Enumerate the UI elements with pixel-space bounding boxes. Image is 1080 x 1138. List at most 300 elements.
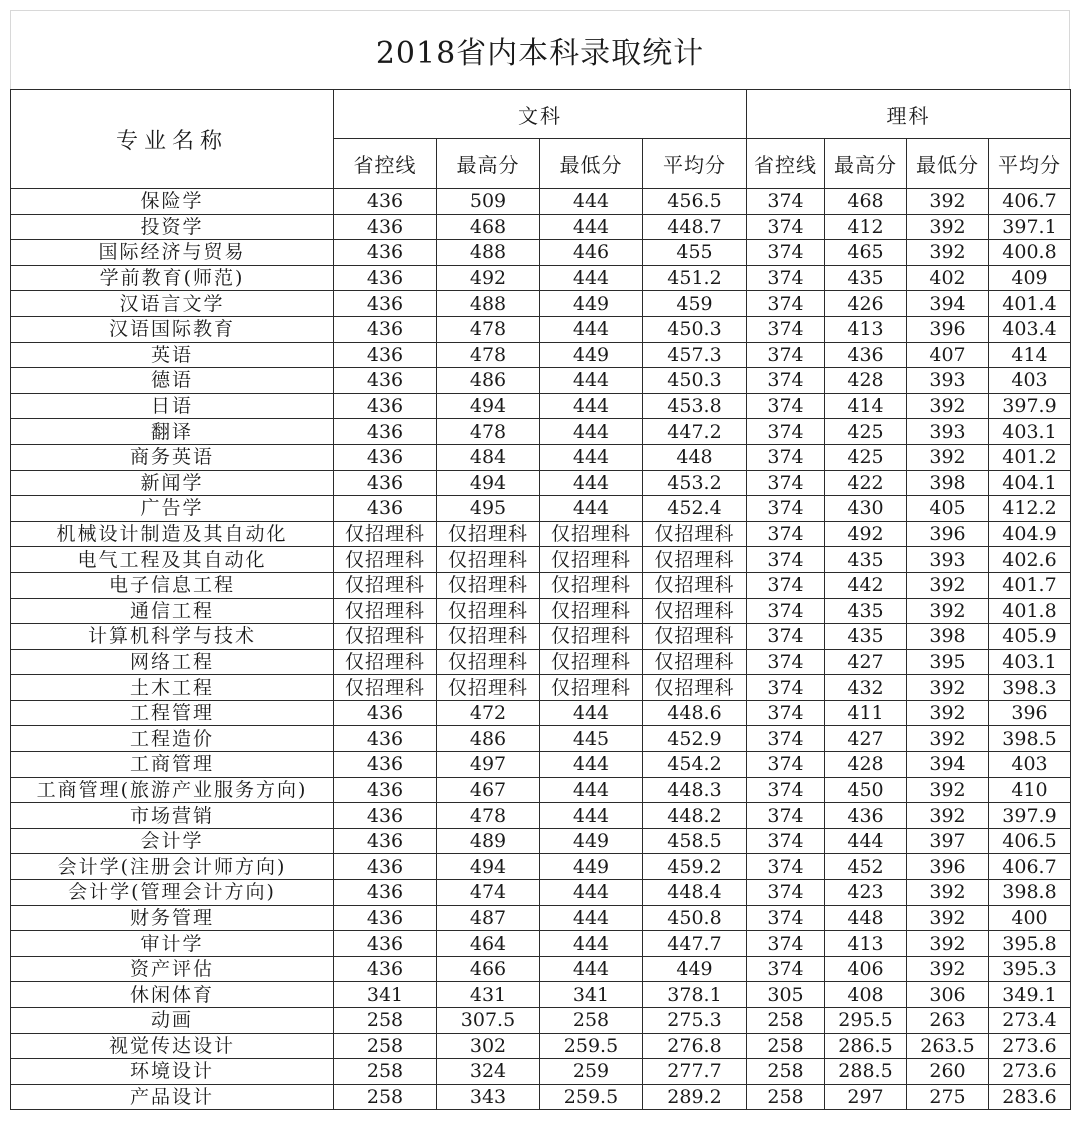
science-control-line-cell: 258	[747, 1033, 825, 1059]
science-min-score-cell: 392	[907, 240, 989, 266]
science-max-score-cell: 435	[825, 598, 907, 624]
table-row	[11, 624, 1071, 650]
arts-min-score-cell: 仅招理科	[540, 521, 643, 547]
arts-min-score-cell: 仅招理科	[540, 598, 643, 624]
major-name-cell: 工商管理(旅游产业服务方向)	[11, 777, 334, 803]
major-name-cell: 电子信息工程	[11, 572, 334, 598]
science-min-score-cell: 398	[907, 470, 989, 496]
arts-max-score-header: 最高分	[437, 139, 540, 189]
science-control-line-cell: 374	[747, 265, 825, 291]
arts-max-score-cell: 488	[437, 240, 540, 266]
science-max-score-cell: 412	[825, 214, 907, 240]
arts-avg-score-cell: 453.2	[643, 470, 747, 496]
arts-avg-score-cell: 450.3	[643, 368, 747, 394]
science-max-score-cell: 435	[825, 547, 907, 573]
table-row	[11, 1033, 1071, 1059]
science-min-score-cell: 392	[907, 598, 989, 624]
arts-avg-score-cell: 450.8	[643, 905, 747, 931]
table-row	[11, 265, 1071, 291]
arts-control-line-cell: 436	[334, 342, 437, 368]
arts-max-score-cell: 478	[437, 803, 540, 829]
arts-max-score-cell: 466	[437, 956, 540, 982]
arts-avg-score-cell: 447.7	[643, 931, 747, 957]
science-max-score-cell: 408	[825, 982, 907, 1008]
arts-avg-score-cell: 仅招理科	[643, 624, 747, 650]
arts-max-score-cell: 324	[437, 1059, 540, 1085]
science-min-score-cell: 394	[907, 291, 989, 317]
arts-min-score-cell: 259	[540, 1059, 643, 1085]
science-max-score-cell: 423	[825, 880, 907, 906]
table-row	[11, 598, 1071, 624]
science-control-line-cell: 258	[747, 1008, 825, 1034]
arts-max-score-cell: 468	[437, 214, 540, 240]
science-min-score-cell: 392	[907, 572, 989, 598]
arts-min-score-cell: 444	[540, 189, 643, 215]
science-avg-score-cell: 406.7	[989, 854, 1071, 880]
table-row	[11, 982, 1071, 1008]
major-name-cell: 财务管理	[11, 905, 334, 931]
science-control-line-cell: 374	[747, 905, 825, 931]
table-row	[11, 931, 1071, 957]
science-control-line-cell: 374	[747, 368, 825, 394]
major-name-cell: 审计学	[11, 931, 334, 957]
major-name-cell: 工程造价	[11, 726, 334, 752]
major-name-cell: 休闲体育	[11, 982, 334, 1008]
science-min-score-cell: 393	[907, 419, 989, 445]
arts-avg-score-cell: 289.2	[643, 1084, 747, 1110]
table-row	[11, 496, 1071, 522]
science-max-score-cell: 425	[825, 419, 907, 445]
science-avg-score-cell: 404.9	[989, 521, 1071, 547]
arts-min-score-cell: 444	[540, 265, 643, 291]
science-min-score-cell: 392	[907, 726, 989, 752]
arts-control-line-cell: 341	[334, 982, 437, 1008]
admission-stats-table	[10, 89, 1071, 1110]
science-avg-score-cell: 401.8	[989, 598, 1071, 624]
major-name-cell: 产品设计	[11, 1084, 334, 1110]
major-name-cell: 德语	[11, 368, 334, 394]
science-avg-score-cell: 403	[989, 752, 1071, 778]
arts-control-line-cell: 436	[334, 214, 437, 240]
arts-avg-score-cell: 459	[643, 291, 747, 317]
table-row	[11, 240, 1071, 266]
science-min-score-header: 最低分	[907, 139, 989, 189]
major-name-cell: 会计学(注册会计师方向)	[11, 854, 334, 880]
arts-avg-score-cell: 451.2	[643, 265, 747, 291]
science-control-line-cell: 258	[747, 1059, 825, 1085]
science-control-line-header: 省控线	[747, 139, 825, 189]
arts-control-line-cell: 436	[334, 803, 437, 829]
arts-avg-score-cell: 448.4	[643, 880, 747, 906]
science-avg-score-cell: 398.8	[989, 880, 1071, 906]
arts-min-score-cell: 仅招理科	[540, 675, 643, 701]
science-max-score-cell: 414	[825, 393, 907, 419]
table-row	[11, 393, 1071, 419]
arts-control-line-cell: 436	[334, 240, 437, 266]
arts-avg-score-cell: 448	[643, 444, 747, 470]
arts-max-score-cell: 494	[437, 854, 540, 880]
arts-min-score-cell: 444	[540, 931, 643, 957]
science-max-score-cell: 432	[825, 675, 907, 701]
science-group-header: 理科	[747, 90, 1071, 139]
table-row	[11, 316, 1071, 342]
science-max-score-cell: 436	[825, 342, 907, 368]
science-max-score-cell: 435	[825, 624, 907, 650]
arts-avg-score-cell: 454.2	[643, 752, 747, 778]
arts-min-score-cell: 444	[540, 752, 643, 778]
arts-min-score-cell: 449	[540, 828, 643, 854]
science-max-score-cell: 425	[825, 444, 907, 470]
science-max-score-cell: 450	[825, 777, 907, 803]
table-row	[11, 547, 1071, 573]
table-row	[11, 956, 1071, 982]
arts-max-score-cell: 仅招理科	[437, 547, 540, 573]
arts-max-score-cell: 仅招理科	[437, 675, 540, 701]
science-control-line-cell: 374	[747, 189, 825, 215]
science-min-score-cell: 392	[907, 444, 989, 470]
arts-control-line-cell: 436	[334, 931, 437, 957]
table-row	[11, 880, 1071, 906]
major-name-cell: 工商管理	[11, 752, 334, 778]
major-name-header: 专业名称	[11, 90, 334, 189]
major-name-cell: 视觉传达设计	[11, 1033, 334, 1059]
major-name-cell: 土木工程	[11, 675, 334, 701]
science-min-score-cell: 306	[907, 982, 989, 1008]
science-max-score-cell: 468	[825, 189, 907, 215]
major-name-cell: 机械设计制造及其自动化	[11, 521, 334, 547]
science-min-score-cell: 394	[907, 752, 989, 778]
arts-avg-score-cell: 449	[643, 956, 747, 982]
major-name-cell: 通信工程	[11, 598, 334, 624]
arts-control-line-cell: 仅招理科	[334, 675, 437, 701]
science-control-line-cell: 374	[747, 956, 825, 982]
arts-min-score-cell: 444	[540, 905, 643, 931]
table-row	[11, 828, 1071, 854]
arts-control-line-cell: 436	[334, 905, 437, 931]
science-control-line-cell: 258	[747, 1084, 825, 1110]
table-row	[11, 572, 1071, 598]
arts-min-score-cell: 444	[540, 393, 643, 419]
science-min-score-cell: 392	[907, 214, 989, 240]
arts-avg-score-cell: 458.5	[643, 828, 747, 854]
arts-min-score-cell: 444	[540, 956, 643, 982]
science-max-score-cell: 465	[825, 240, 907, 266]
arts-min-score-cell: 444	[540, 368, 643, 394]
arts-min-score-cell: 444	[540, 777, 643, 803]
science-avg-score-cell: 401.7	[989, 572, 1071, 598]
science-avg-score-cell: 397.9	[989, 393, 1071, 419]
science-control-line-cell: 374	[747, 291, 825, 317]
arts-avg-score-cell: 仅招理科	[643, 572, 747, 598]
arts-max-score-cell: 仅招理科	[437, 521, 540, 547]
arts-max-score-cell: 489	[437, 828, 540, 854]
science-max-score-cell: 428	[825, 752, 907, 778]
science-avg-score-cell: 409	[989, 265, 1071, 291]
arts-min-score-cell: 444	[540, 444, 643, 470]
arts-min-score-cell: 444	[540, 419, 643, 445]
arts-min-score-cell: 341	[540, 982, 643, 1008]
arts-control-line-cell: 436	[334, 291, 437, 317]
science-min-score-cell: 397	[907, 828, 989, 854]
science-control-line-cell: 374	[747, 547, 825, 573]
table-row	[11, 444, 1071, 470]
science-avg-score-cell: 406.7	[989, 189, 1071, 215]
major-name-cell: 翻译	[11, 419, 334, 445]
arts-control-line-cell: 仅招理科	[334, 521, 437, 547]
arts-min-score-cell: 仅招理科	[540, 547, 643, 573]
arts-min-score-cell: 449	[540, 342, 643, 368]
science-control-line-cell: 374	[747, 521, 825, 547]
science-max-score-cell: 427	[825, 649, 907, 675]
arts-max-score-cell: 486	[437, 726, 540, 752]
arts-avg-score-cell: 378.1	[643, 982, 747, 1008]
science-avg-score-cell: 410	[989, 777, 1071, 803]
arts-avg-score-cell: 455	[643, 240, 747, 266]
science-max-score-cell: 406	[825, 956, 907, 982]
arts-max-score-cell: 302	[437, 1033, 540, 1059]
arts-min-score-cell: 259.5	[540, 1033, 643, 1059]
major-name-cell: 会计学(管理会计方向)	[11, 880, 334, 906]
arts-avg-score-cell: 275.3	[643, 1008, 747, 1034]
major-name-cell: 计算机科学与技术	[11, 624, 334, 650]
table-row	[11, 291, 1071, 317]
arts-control-line-cell: 仅招理科	[334, 649, 437, 675]
science-min-score-cell: 395	[907, 649, 989, 675]
arts-control-line-cell: 436	[334, 444, 437, 470]
science-max-score-cell: 413	[825, 931, 907, 957]
arts-min-score-cell: 仅招理科	[540, 624, 643, 650]
arts-control-line-cell: 436	[334, 368, 437, 394]
arts-control-line-cell: 436	[334, 854, 437, 880]
science-avg-score-cell: 403.1	[989, 649, 1071, 675]
science-control-line-cell: 374	[747, 572, 825, 598]
science-avg-score-cell: 414	[989, 342, 1071, 368]
arts-avg-score-cell: 仅招理科	[643, 598, 747, 624]
arts-min-score-cell: 449	[540, 291, 643, 317]
arts-control-line-cell: 436	[334, 470, 437, 496]
arts-control-line-cell: 258	[334, 1033, 437, 1059]
science-control-line-cell: 374	[747, 419, 825, 445]
science-min-score-cell: 407	[907, 342, 989, 368]
science-max-score-cell: 428	[825, 368, 907, 394]
arts-control-line-cell: 436	[334, 316, 437, 342]
science-avg-score-cell: 401.4	[989, 291, 1071, 317]
arts-avg-score-cell: 仅招理科	[643, 521, 747, 547]
science-min-score-cell: 275	[907, 1084, 989, 1110]
arts-control-line-cell: 258	[334, 1008, 437, 1034]
science-control-line-cell: 374	[747, 496, 825, 522]
science-min-score-cell: 396	[907, 521, 989, 547]
arts-max-score-cell: 474	[437, 880, 540, 906]
arts-min-score-cell: 444	[540, 470, 643, 496]
science-max-score-cell: 492	[825, 521, 907, 547]
science-avg-score-cell: 403.4	[989, 316, 1071, 342]
science-max-score-cell: 436	[825, 803, 907, 829]
arts-max-score-cell: 484	[437, 444, 540, 470]
science-max-score-cell: 411	[825, 700, 907, 726]
arts-min-score-cell: 444	[540, 700, 643, 726]
science-control-line-cell: 374	[747, 803, 825, 829]
science-max-score-cell: 286.5	[825, 1033, 907, 1059]
arts-min-score-cell: 444	[540, 496, 643, 522]
arts-max-score-cell: 仅招理科	[437, 624, 540, 650]
science-avg-score-header: 平均分	[989, 139, 1071, 189]
science-control-line-cell: 374	[747, 675, 825, 701]
arts-max-score-cell: 494	[437, 470, 540, 496]
science-avg-score-cell: 395.8	[989, 931, 1071, 957]
arts-max-score-cell: 494	[437, 393, 540, 419]
table-row	[11, 189, 1071, 215]
table-row	[11, 905, 1071, 931]
science-min-score-cell: 392	[907, 931, 989, 957]
major-name-cell: 资产评估	[11, 956, 334, 982]
arts-max-score-cell: 431	[437, 982, 540, 1008]
arts-max-score-cell: 488	[437, 291, 540, 317]
major-name-cell: 新闻学	[11, 470, 334, 496]
arts-min-score-cell: 444	[540, 803, 643, 829]
arts-control-line-cell: 258	[334, 1084, 437, 1110]
science-avg-score-cell: 403.1	[989, 419, 1071, 445]
science-min-score-cell: 398	[907, 624, 989, 650]
science-min-score-cell: 405	[907, 496, 989, 522]
science-avg-score-cell: 397.1	[989, 214, 1071, 240]
arts-max-score-cell: 464	[437, 931, 540, 957]
science-avg-score-cell: 398.3	[989, 675, 1071, 701]
arts-max-score-cell: 478	[437, 342, 540, 368]
arts-min-score-cell: 449	[540, 854, 643, 880]
science-control-line-cell: 374	[747, 624, 825, 650]
science-avg-score-cell: 412.2	[989, 496, 1071, 522]
arts-max-score-cell: 467	[437, 777, 540, 803]
arts-avg-score-cell: 457.3	[643, 342, 747, 368]
arts-avg-score-cell: 459.2	[643, 854, 747, 880]
science-control-line-cell: 374	[747, 726, 825, 752]
arts-max-score-cell: 仅招理科	[437, 649, 540, 675]
major-name-cell: 汉语国际教育	[11, 316, 334, 342]
science-min-score-cell: 260	[907, 1059, 989, 1085]
science-min-score-cell: 392	[907, 675, 989, 701]
table-row	[11, 1084, 1071, 1110]
arts-avg-score-cell: 276.8	[643, 1033, 747, 1059]
table-row	[11, 649, 1071, 675]
major-name-cell: 商务英语	[11, 444, 334, 470]
arts-min-score-cell: 仅招理科	[540, 649, 643, 675]
arts-min-score-cell: 444	[540, 214, 643, 240]
arts-min-score-header: 最低分	[540, 139, 643, 189]
table-row	[11, 368, 1071, 394]
science-min-score-cell: 396	[907, 316, 989, 342]
science-avg-score-cell: 404.1	[989, 470, 1071, 496]
science-max-score-cell: 430	[825, 496, 907, 522]
major-name-cell: 投资学	[11, 214, 334, 240]
arts-control-line-cell: 仅招理科	[334, 624, 437, 650]
science-max-score-cell: 297	[825, 1084, 907, 1110]
science-avg-score-cell: 396	[989, 700, 1071, 726]
arts-avg-score-cell: 448.6	[643, 700, 747, 726]
arts-max-score-cell: 478	[437, 419, 540, 445]
arts-avg-score-cell: 453.8	[643, 393, 747, 419]
science-avg-score-cell: 273.4	[989, 1008, 1071, 1034]
science-control-line-cell: 374	[747, 342, 825, 368]
arts-control-line-cell: 436	[334, 828, 437, 854]
science-avg-score-cell: 401.2	[989, 444, 1071, 470]
science-min-score-cell: 392	[907, 905, 989, 931]
arts-avg-score-cell: 452.4	[643, 496, 747, 522]
science-control-line-cell: 374	[747, 470, 825, 496]
arts-max-score-cell: 343	[437, 1084, 540, 1110]
arts-avg-score-cell: 277.7	[643, 1059, 747, 1085]
science-avg-score-cell: 349.1	[989, 982, 1071, 1008]
arts-min-score-cell: 446	[540, 240, 643, 266]
arts-min-score-cell: 444	[540, 880, 643, 906]
science-control-line-cell: 305	[747, 982, 825, 1008]
major-name-cell: 网络工程	[11, 649, 334, 675]
major-name-cell: 动画	[11, 1008, 334, 1034]
science-max-score-cell: 295.5	[825, 1008, 907, 1034]
science-control-line-cell: 374	[747, 649, 825, 675]
science-min-score-cell: 393	[907, 547, 989, 573]
science-min-score-cell: 263	[907, 1008, 989, 1034]
major-name-cell: 汉语言文学	[11, 291, 334, 317]
arts-control-line-cell: 仅招理科	[334, 598, 437, 624]
science-control-line-cell: 374	[747, 752, 825, 778]
arts-avg-score-cell: 450.3	[643, 316, 747, 342]
major-name-cell: 广告学	[11, 496, 334, 522]
arts-avg-score-cell: 448.3	[643, 777, 747, 803]
arts-avg-score-header: 平均分	[643, 139, 747, 189]
science-min-score-cell: 392	[907, 777, 989, 803]
table-row	[11, 1059, 1071, 1085]
science-control-line-cell: 374	[747, 214, 825, 240]
arts-control-line-cell: 258	[334, 1059, 437, 1085]
science-max-score-cell: 435	[825, 265, 907, 291]
arts-group-header: 文科	[334, 90, 747, 139]
science-max-score-cell: 442	[825, 572, 907, 598]
science-max-score-cell: 444	[825, 828, 907, 854]
arts-avg-score-cell: 仅招理科	[643, 675, 747, 701]
science-max-score-cell: 452	[825, 854, 907, 880]
table-row	[11, 700, 1071, 726]
arts-avg-score-cell: 仅招理科	[643, 649, 747, 675]
science-min-score-cell: 393	[907, 368, 989, 394]
science-min-score-cell: 263.5	[907, 1033, 989, 1059]
science-avg-score-cell: 400	[989, 905, 1071, 931]
science-min-score-cell: 392	[907, 189, 989, 215]
arts-control-line-cell: 仅招理科	[334, 572, 437, 598]
table-row	[11, 854, 1071, 880]
science-control-line-cell: 374	[747, 393, 825, 419]
table-row	[11, 342, 1071, 368]
arts-min-score-cell: 258	[540, 1008, 643, 1034]
arts-max-score-cell: 497	[437, 752, 540, 778]
science-avg-score-cell: 283.6	[989, 1084, 1071, 1110]
arts-avg-score-cell: 仅招理科	[643, 547, 747, 573]
science-min-score-cell: 392	[907, 956, 989, 982]
arts-control-line-cell: 436	[334, 393, 437, 419]
arts-min-score-cell: 259.5	[540, 1084, 643, 1110]
major-name-cell: 环境设计	[11, 1059, 334, 1085]
arts-control-line-cell: 436	[334, 265, 437, 291]
arts-max-score-cell: 仅招理科	[437, 598, 540, 624]
arts-control-line-cell: 436	[334, 496, 437, 522]
major-name-cell: 英语	[11, 342, 334, 368]
science-avg-score-cell: 397.9	[989, 803, 1071, 829]
science-min-score-cell: 392	[907, 880, 989, 906]
science-control-line-cell: 374	[747, 316, 825, 342]
arts-control-line-cell: 仅招理科	[334, 547, 437, 573]
science-min-score-cell: 402	[907, 265, 989, 291]
science-control-line-cell: 374	[747, 777, 825, 803]
